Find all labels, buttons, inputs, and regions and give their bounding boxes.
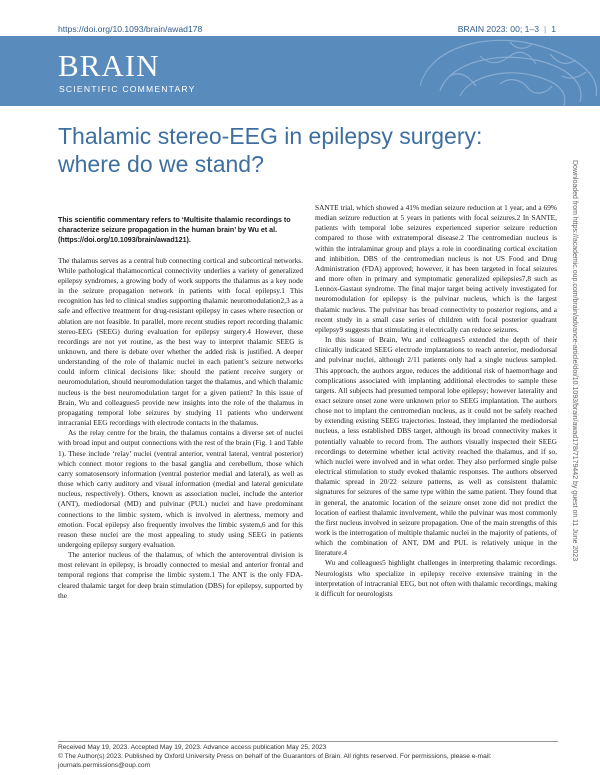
received-dates: Received May 19, 2023. Accepted May 19, 2023. Advance access publication May 25, 2023 (58, 744, 327, 751)
journal-logo: BRAIN (58, 48, 160, 83)
page-number: 1 (551, 24, 556, 34)
paragraph: Wu and colleagues5 highlight challenges in interpreting thalamic recordings. Neurologists who specialize in epilepsy receive extensive training in the interpretation of intracranial EEG, but not often with thalamic recordings, making it difficult for neurologists (315, 558, 557, 598)
right-column (315, 203, 557, 599)
paragraph: SANTE trial, which showed a 41% median seizure reduction at 1 year, and a 69% median seizure reduction at 5 years in patients with focal seizures.2 In SANTE, patients with temporal lobe seizures experienced superior seizure reduction compared to those with extratemporal disease.2 The centromedian nucleus is within the intralaminar group and plays a role in coordinating cortical excitation and inhibition. DBS of the centromedian nucleus is not US Food and Drug Administration (FDA) approved; however, it has been targeted in focal seizures and more often in primary and symptomatic generalized epilepsies7,8 such as Lennox-Gastaut syndrome. The final major target being actively investigated for neuromodulation for epilepsy is the pulvinar nucleus, which is the largest thalamic nucleus. The pulvinar has broad connectivity to posterior regions, and a recent study in a small case series of children with focal posterior quadrant epilepsy9 suggests that stimulating it electrically can reduce seizures. (315, 203, 557, 334)
commentary-reference: This scientific commentary refers to ‘Multisite thalamic recordings to characterize seizure propagation in the human brain’ by Wu et al. (https://doi.org/10.1093/brain/awad121). (58, 216, 291, 245)
brain-illustration (300, 36, 600, 106)
paragraph: The anterior nucleus of the thalamus, of which the anteroventral division is most relevant in epilepsy, is broadly connected to mesial and anterior frontal and temporal regions that comprise the limbic system.1 The ANT is the only FDA-cleared thalamic target for deep brain stimulation (DBS) for epilepsy, supported by the (58, 550, 303, 600)
doi-link[interactable]: https://doi.org/10.1093/brain/awad178 (58, 24, 203, 34)
header-separator: | (543, 24, 547, 34)
download-notice-text: Downloaded from https://academic.oup.com/brain/advance-article/doi/10.1093/brain/awad178/7179442 by guest on 11 June 2023 (571, 160, 578, 562)
paragraph: As the relay centre for the brain, the thalamus contains a diverse set of nuclei with broad input and output connections with the rest of the brain (Fig. 1 and Table 1). These include ‘relay’ nuclei (ventral anterior, ventral lateral, ventral posterior) which connect motor regions to the basal ganglia and cerebellum, those which carry somatosensory information (ventral posterior medial and lateral), as well as those which carry auditory and visual information (medial and lateral geniculate nucleus, respectively). Others, known as association nuclei, include the anterior (ANT), mediodorsal (MD) and pulvinar (PUL) nuclei and have predominant connections to the limbic system, which is involved in alertness, memory and emotion. Focal epilepsy also frequently involves the limbic system,6 and for this reason these nuclei are the most appealing to study using SEEG in patients undergoing epilepsy surgery evaluation. (58, 428, 303, 549)
section-label: SCIENTIFIC COMMENTARY (59, 84, 196, 94)
copyright-notice: © The Author(s) 2023. Published by Oxford University Press on behalf of the Guarantors of Brain. All rights reserved. For permissions, please e-mail: journals.permissions@oup.com (58, 752, 492, 769)
journal-reference (458, 24, 556, 34)
article-title: Thalamic stereo-EEG in epilepsy surgery: where do we stand? (58, 123, 483, 177)
paragraph: The thalamus serves as a central hub connecting cortical and subcortical networks. While pathological thalamocortical connectivity underlies a variety of generalized epilepsy syndromes, a growing body of work supports the thalamus as a key node in the seizure propagation network in patients with focal epilepsy.1 This recognition has led to clinical studies supporting thalamic neuromodulation2,3 as a safe and effective treatment for drug-resistant epilepsy in cases where resection or ablation are not feasible. In parallel, more recent studies report recording thalamic stereo-EEG (SEEG) during evaluation for epilepsy surgery.4 However, these recordings are not yet routine, as the best way to interpret thalamic SEEG is unknown, and there is debate over whether the added risk is justified. A deeper understanding of the role of thalamic nuclei in each patient’s seizure networks could inform clinical decisions like: should the patient receive surgery or neuromodulation, should neuromodulation target the thalamus, and which thalamic nucleus is the best neuromodulation target for a given patient? In this issue of Brain, Wu and colleagues5 provide new insights into the role of the thalamus in propagating temporal lobe seizures by studying 11 patients who underwent intracranial EEG recordings with electrode contacts in the thalamus. (58, 255, 303, 428)
left-column (58, 215, 303, 601)
journal-banner (0, 36, 600, 106)
journal-citation: BRAIN 2023: 00; 1–3 (457, 24, 539, 34)
footer (58, 741, 558, 770)
paragraph: In this issue of Brain, Wu and colleagues5 extended the depth of their clinically indicated SEEG electrode implantations to reach anterior, mediodorsal and pulvinar nuclei, although 2/11 patients only had a single nucleus sampled. This approach, the authors argue, reduces the additional risk of haemorrhage and complications associated with implanting additional electrodes to sample these targets. All subjects had presumed temporal lobe epilepsy; however laterality and exact seizure onset zone were unknown prior to SEEG implantation. The authors chose not to implant the centromedian nucleus, as it could not be safely reached by extending existing SEEG trajectories. Instead, they implanted the mediodorsal nucleus, a less established DBS target, although its broad connectivity makes it potentially valuable to record from. The authors visually inspected their SEEG recordings to determine whether ictal activity reached the thalamus, and if so, which nuclei were involved and in what order. They also performed single pulse electrical stimulation to study evoked thalamic responses. The authors observed thalamic spread in 20/22 seizure patterns, as well as consistent thalamic signatures for seizures of the same type within the same patient. They found that in general, the anatomic location of the seizure onset zone did not predict the location of earliest thalamic involvement, while the pulvinar was most commonly the first nucleus involved in seizure propagation. One of the main strengths of this work is the interrogation of multiple thalamic nuclei in the majority of patients, of which the combination of ANT, DM and PUL is relatively unique in the literature.4 (315, 335, 557, 558)
